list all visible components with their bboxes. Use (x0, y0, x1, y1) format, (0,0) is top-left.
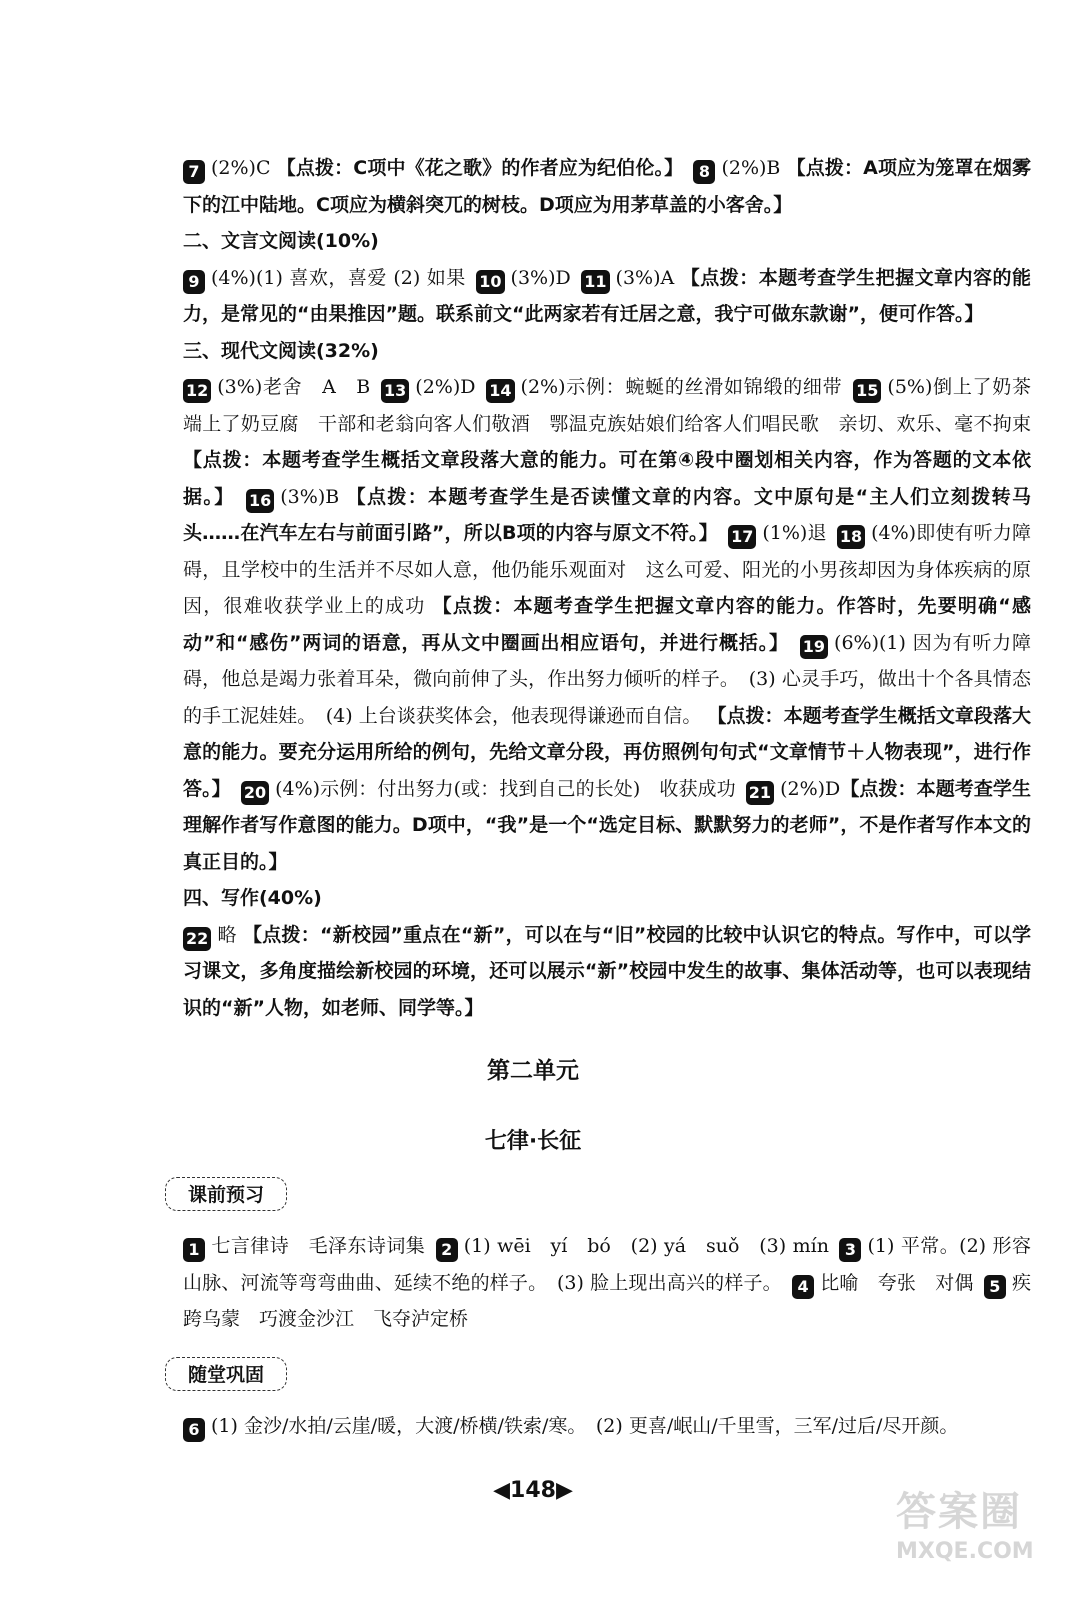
question-number: 12 (183, 379, 211, 403)
question-number: 20 (241, 781, 269, 805)
answer-9-11: 9 (4%)(1) 喜欢，喜爱 (2) 如果 10 (3%)D 11 (3%)A 【点拨：本题考查学生把握文章内容的能力，是常见的“由果推因”题。联系前文“此两家若有迁居之意，我宁可做东款谢”，便可作答。】 (183, 266, 1031, 325)
question-number: 10 (476, 270, 504, 294)
answer-12-21: 12 (3%)老舍 A B 13 (2%)D 14 (2%)示例：蜿蜒的丝滑如锦缎的细带 15 (5%)倒上了奶茶 端上了奶豆腐 干部和老翁向客人们敬酒 鄂温克族姑娘们给客人们唱民歌 亲切、欢乐、毫不拘束 【点拨：本题考查学生概括文章段落大意的能力。可在第④段中圈划相关内容，作为答题的文本依据。】 16 (3%)B 【点拨：本题考查学生是否读懂文章的内容。文中原句是“主人们立刻拨转马头……在汽车左右与前面引路”，所以B项的内容与原文不符。】 17 (1%)退 18 (4%)即使有听力障碍，且学校中的生活并不尽如人意，他仍能乐观面对 这么可爱、阳光的小男孩却因为身体疾病的原因，很难收获学业上的成功 【点拨：本题考查学生把握文章内容的能力。作答时，先要明确“感动”和“感伤”两词的语意，再从文中圈画出相应语句，并进行概括。】 19 (6%)(1) 因为有听力障碍，他总是竭力张着耳朵，微向前伸了头，作出努力倾听的样子。 (3) 心灵手巧，做出十个各具情态的手工泥娃娃。 (4) 上台谈获奖体会，他表现得谦逊而自信。 【点拨：本题考查学生概括文章段落大意的能力。要充分运用所给的例句，先给文章分段，再仿照例句句式“文章情节＋人物表现”，进行作答。】 20 (4%)示例：付出努力(或：找到自己的长处) 收获成功 21 (2%)D【点拨：本题考查学生理解作者写作意图的能力。D项中，“我”是一个“选定目标、默默努力的老师”，不是作者写作本文的真正目的。】 (183, 376, 1051, 873)
main-content (183, 150, 1051, 1026)
question-number: 4 (792, 1275, 814, 1299)
section-tag-preview: 课前预习 (165, 1177, 287, 1211)
unit-title: 第二单元 (487, 1058, 579, 1084)
section-tag-practice: 随堂巩固 (165, 1357, 287, 1391)
question-number: 18 (837, 525, 865, 549)
question-number: 8 (693, 160, 715, 184)
question-number: 11 (581, 270, 609, 294)
question-number: 1 (183, 1238, 205, 1262)
watermark: 答案圈 MXQE.COM (896, 1489, 1034, 1564)
question-number: 13 (381, 379, 409, 403)
answer-7-8: 7 (2%)C 【点拨：C项中《花之歌》的作者应为纪伯伦。】 8 (2%)B 【点拨：A项应为笼罩在烟雾下的江中陆地。C项应为横斜突兀的树枝。D项应为用茅草盖的小客舍。】 (183, 157, 1031, 216)
preview-answers: 1 七言律诗 毛泽东诗词集 2 (1) wēi yí bó (2) yá suǒ (3) mín 3 (1) 平常。(2) 形容山脉、河流等弯弯曲曲、延续不绝的样子。 (3) 脸上现出高兴的样子。 4 比喻 夸张 对偶 5 疾跨乌蒙 巧渡金沙江 飞夺泸定桥 (183, 1235, 1031, 1330)
question-number: 22 (183, 927, 211, 951)
question-number: 19 (800, 635, 828, 659)
question-number: 16 (246, 489, 274, 513)
question-number: 14 (486, 379, 514, 403)
lesson-title: 七律·长征 (484, 1129, 582, 1154)
question-number: 9 (183, 270, 205, 294)
page-number: ◀148▶ (493, 1478, 573, 1503)
question-number: 3 (839, 1238, 861, 1262)
answer-22: 22 略 【点拨：“新校园”重点在“新”，可以在与“旧”校园的比较中认识它的特点。写作中，可以学习课文，多角度描绘新校园的环境，还可以展示“新”校园中发生的故事、集体活动等，也可以表现结识的“新”人物，如老师、同学等。】 (183, 923, 1031, 1019)
question-number: 15 (853, 379, 881, 403)
section-heading: 三、现代文阅读(32%) (183, 339, 379, 362)
question-number: 21 (746, 781, 774, 805)
question-number: 7 (183, 160, 205, 184)
section-heading: 四、写作(40%) (183, 887, 322, 909)
practice-answers: 6 (1) 金沙/水拍/云崖/暖，大渡/桥横/铁索/寒。 (2) 更喜/岷山/千里雪，三军/过后/尽开颜。 (183, 1408, 1031, 1445)
question-number: 2 (436, 1238, 458, 1262)
question-number: 5 (984, 1275, 1006, 1299)
section-heading: 二、文言文阅读(10%) (183, 230, 379, 252)
question-number: 6 (183, 1418, 205, 1442)
question-number: 17 (728, 525, 756, 549)
